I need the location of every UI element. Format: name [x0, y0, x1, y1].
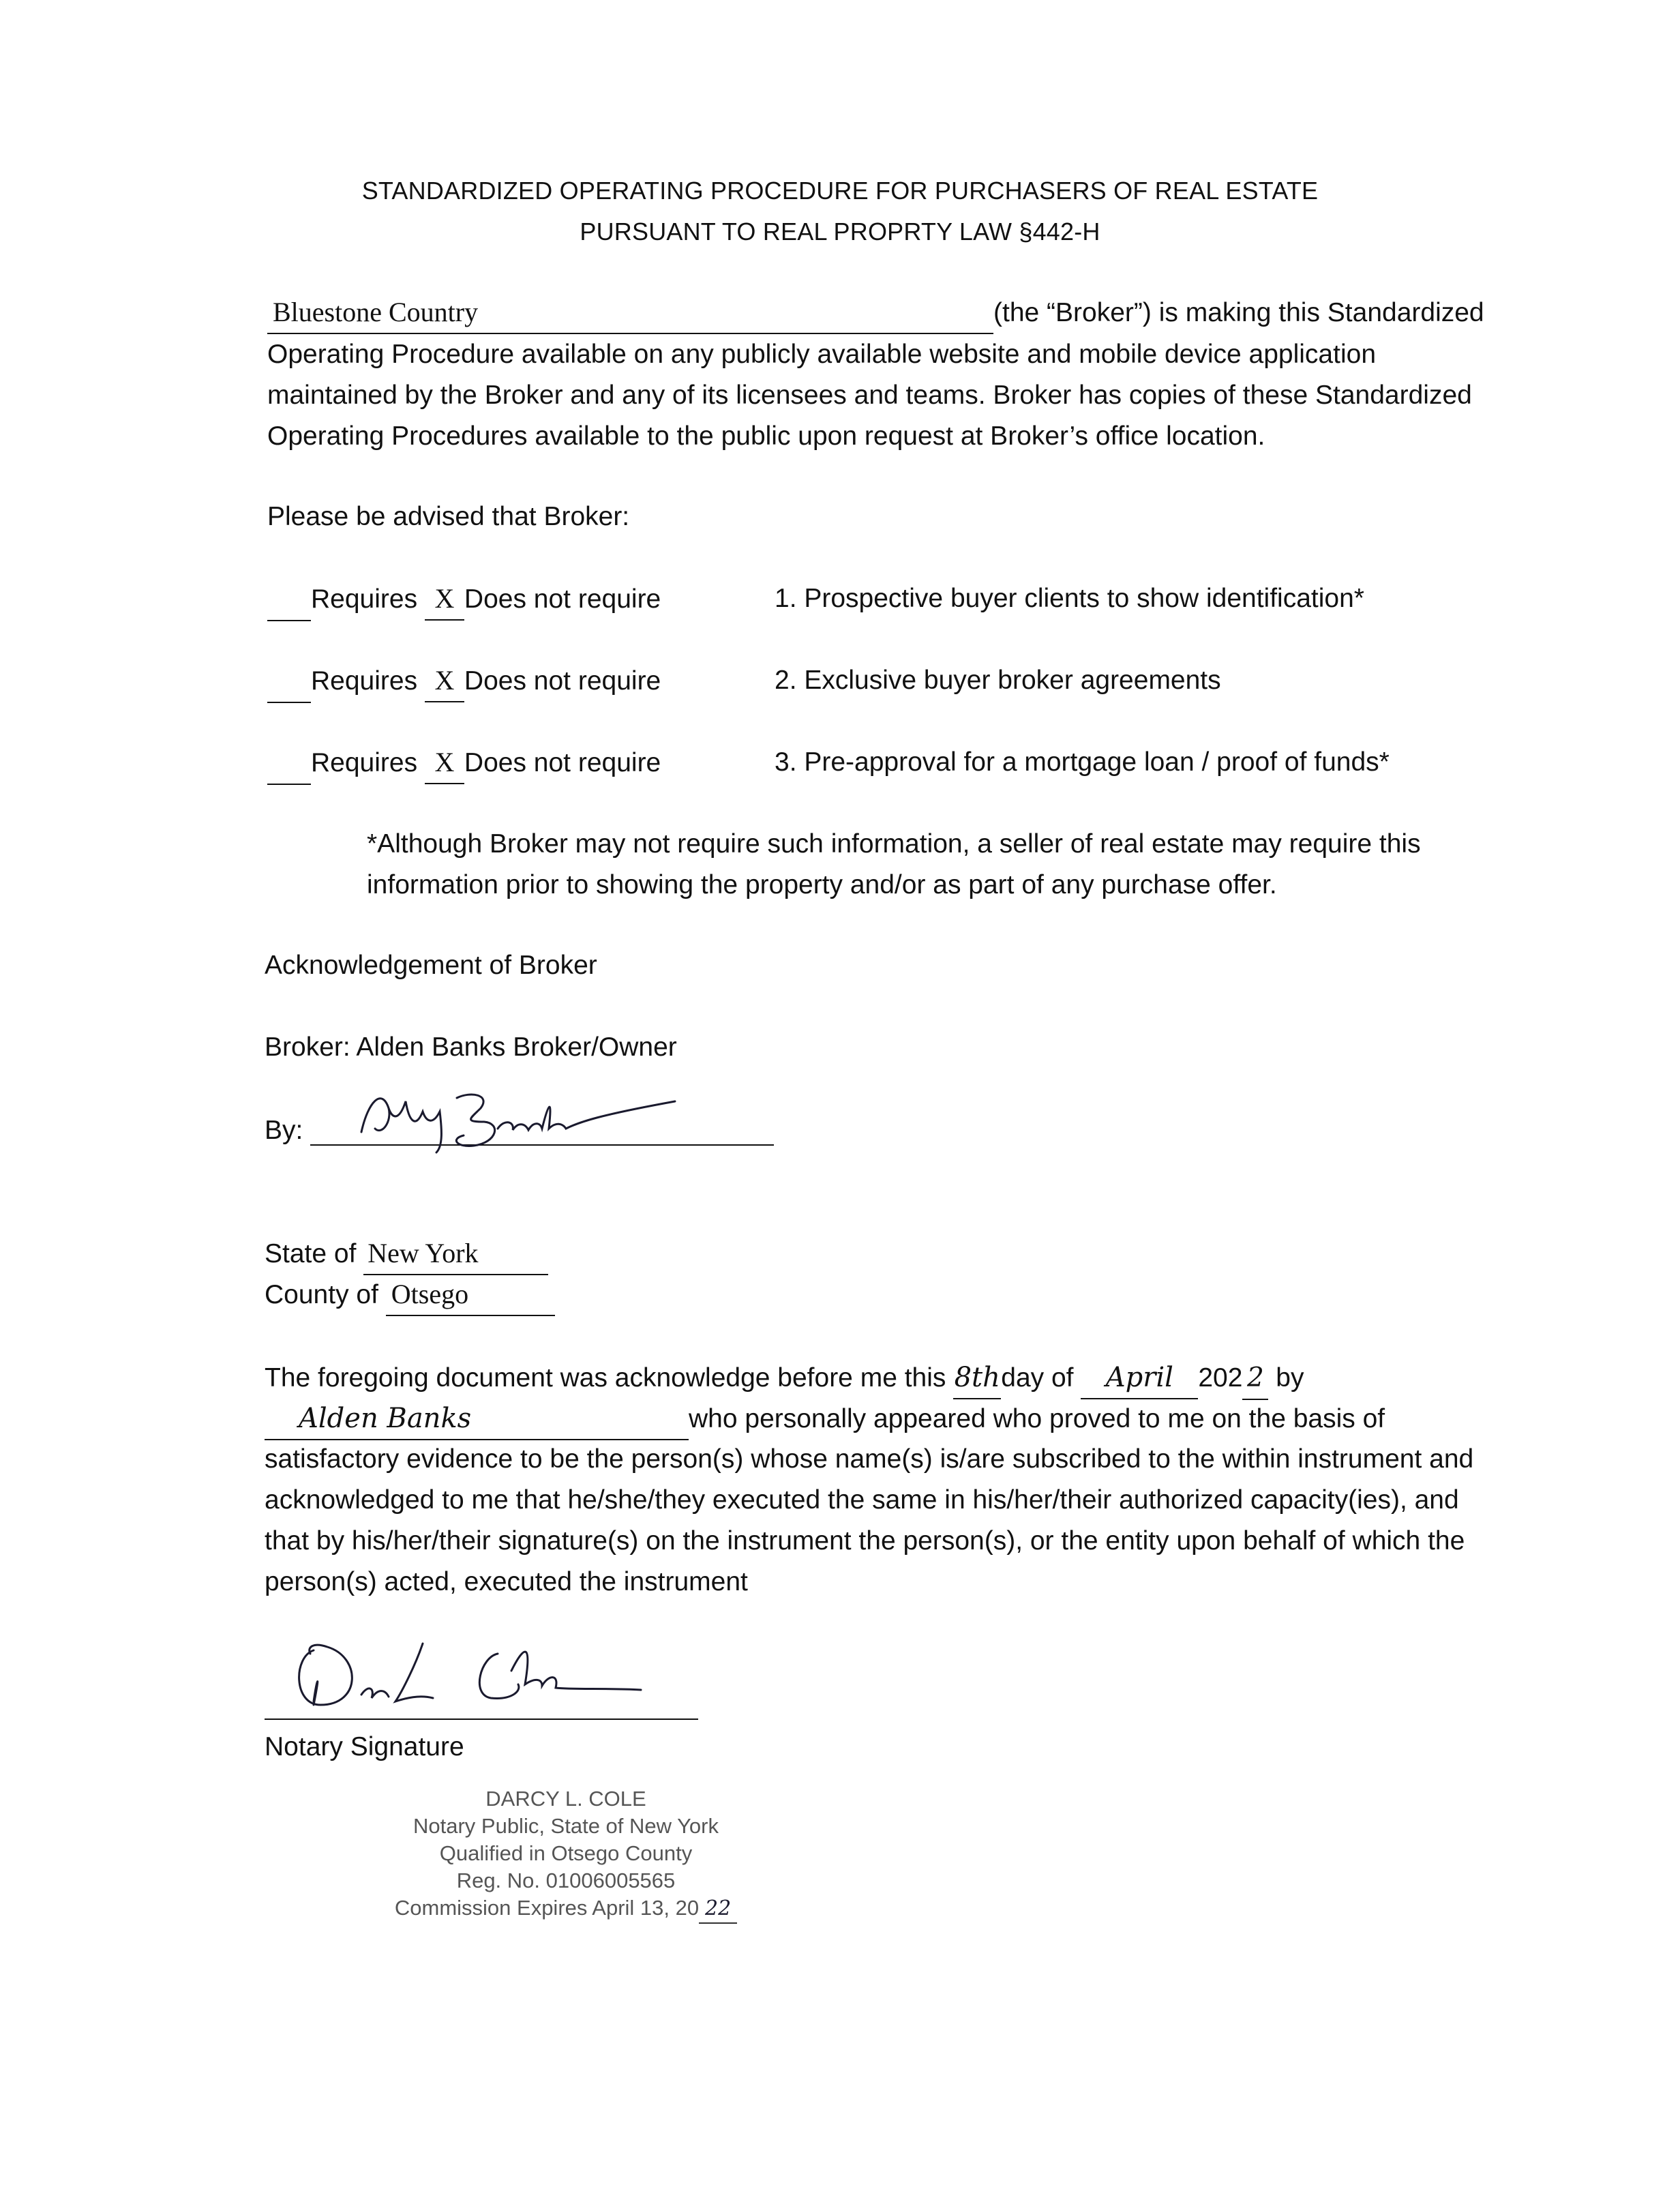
- footnote-line-2: information prior to showing the property and/or as part of any purchase offer.: [367, 870, 1277, 899]
- day-value: 8th: [953, 1357, 1001, 1399]
- stamp-line-5: [355, 1894, 777, 1924]
- acknowledged-person-name: Alden Banks: [265, 1398, 689, 1440]
- notary-line-6: person(s) acted, executed the instrument: [265, 1567, 748, 1596]
- notary-line-1-b: day of: [1001, 1363, 1074, 1393]
- intro-line-2: Operating Procedure available on any publicly available website and mobile device application: [267, 340, 1377, 369]
- notary-line-1-a: The foregoing document was acknowledge before me this: [265, 1363, 946, 1393]
- requirement-item-2: 2. Exclusive buyer broker agreements: [775, 666, 1221, 695]
- footnote-line-1: *Although Broker may not require such information, a seller of real estate may require this: [367, 829, 1421, 859]
- state-line: [265, 1233, 548, 1275]
- county-label: County of: [265, 1280, 378, 1309]
- requirement-row-3: [267, 742, 661, 785]
- notary-signature-label: Notary Signature: [265, 1732, 464, 1761]
- county-line: [265, 1274, 555, 1316]
- requirement-row-1: [267, 578, 661, 621]
- document-title-line-1: STANDARDIZED OPERATING PROCEDURE FOR PURCHASERS OF REAL ESTATE: [361, 177, 1319, 205]
- does-not-require-mark-3: X: [425, 742, 464, 784]
- intro-line-4: Operating Procedures available to the public upon request at Broker’s office location.: [267, 421, 1265, 451]
- state-label: State of: [265, 1239, 357, 1268]
- notary-line-4: acknowledged to me that he/she/they executed the same in his/her/their authorized capacity(ies), and: [265, 1485, 1459, 1515]
- does-not-require-mark-2: X: [425, 660, 464, 702]
- notary-line-1-c: by: [1276, 1363, 1304, 1393]
- stamp-line-3: Qualified in Otsego County: [439, 1841, 693, 1865]
- does-not-require-mark-1: X: [425, 578, 464, 621]
- broker-name-field: Bluestone Country: [267, 292, 993, 334]
- acknowledgement-heading: Acknowledgement of Broker: [265, 951, 597, 980]
- requirement-row-2: [267, 660, 661, 703]
- requirement-item-1: 1. Prospective buyer clients to show identification*: [775, 584, 1364, 613]
- month-value: April: [1081, 1357, 1198, 1399]
- notary-line-2: [265, 1398, 1385, 1440]
- year-value: 2: [1242, 1358, 1268, 1400]
- requires-label-1: Requires: [311, 584, 418, 614]
- stamp-commission-text: Commission Expires April 13, 20: [394, 1896, 700, 1920]
- intro-paragraph: [267, 292, 1617, 457]
- requires-label-3: Requires: [311, 748, 418, 777]
- broker-signature-image: [355, 1081, 695, 1163]
- notary-signature-line: [265, 1719, 698, 1720]
- requires-blank-2: [267, 661, 311, 703]
- requirement-item-3: 3. Pre-approval for a mortgage loan / proof of funds*: [775, 747, 1390, 777]
- county-value: Otsego: [386, 1274, 555, 1316]
- state-value: New York: [363, 1233, 548, 1275]
- notary-line-1: [265, 1357, 1304, 1400]
- by-label: By:: [265, 1116, 303, 1145]
- notary-line-3: satisfactory evidence to be the person(s) whose name(s) is/are subscribed to the within instrument and: [265, 1444, 1474, 1474]
- stamp-year-handwritten: 22: [699, 1895, 737, 1924]
- notary-stamp: [355, 1785, 777, 1924]
- does-not-require-label-2: Does not require: [464, 666, 661, 696]
- intro-line-1-rest: (the “Broker”) is making this Standardized: [993, 298, 1484, 327]
- notary-signature-image: [286, 1630, 695, 1725]
- notary-line-2-rest: who personally appeared who proved to me on the basis of: [689, 1404, 1385, 1433]
- notary-line-5: that by his/her/their signature(s) on the instrument the person(s), or the entity upon behalf of which the: [265, 1526, 1465, 1556]
- requires-blank-1: [267, 579, 311, 621]
- stamp-line-4: Reg. No. 01006005565: [456, 1869, 676, 1892]
- document-title-line-2: PURSUANT TO REAL PROPRTY LAW §442-H: [580, 218, 1100, 246]
- does-not-require-label-1: Does not require: [464, 584, 661, 614]
- intro-line-3: maintained by the Broker and any of its licensees and teams. Broker has copies of these Standardized: [267, 381, 1472, 410]
- year-prefix: 202: [1198, 1363, 1243, 1393]
- intro-line-1: [267, 292, 1617, 334]
- does-not-require-label-3: Does not require: [464, 748, 661, 777]
- stamp-line-2: Notary Public, State of New York: [412, 1814, 719, 1838]
- advised-heading: Please be advised that Broker:: [267, 502, 630, 531]
- requires-label-2: Requires: [311, 666, 418, 696]
- stamp-name: DARCY L. COLE: [485, 1787, 646, 1811]
- requires-blank-3: [267, 743, 311, 785]
- broker-line: Broker: Alden Banks Broker/Owner: [265, 1032, 677, 1062]
